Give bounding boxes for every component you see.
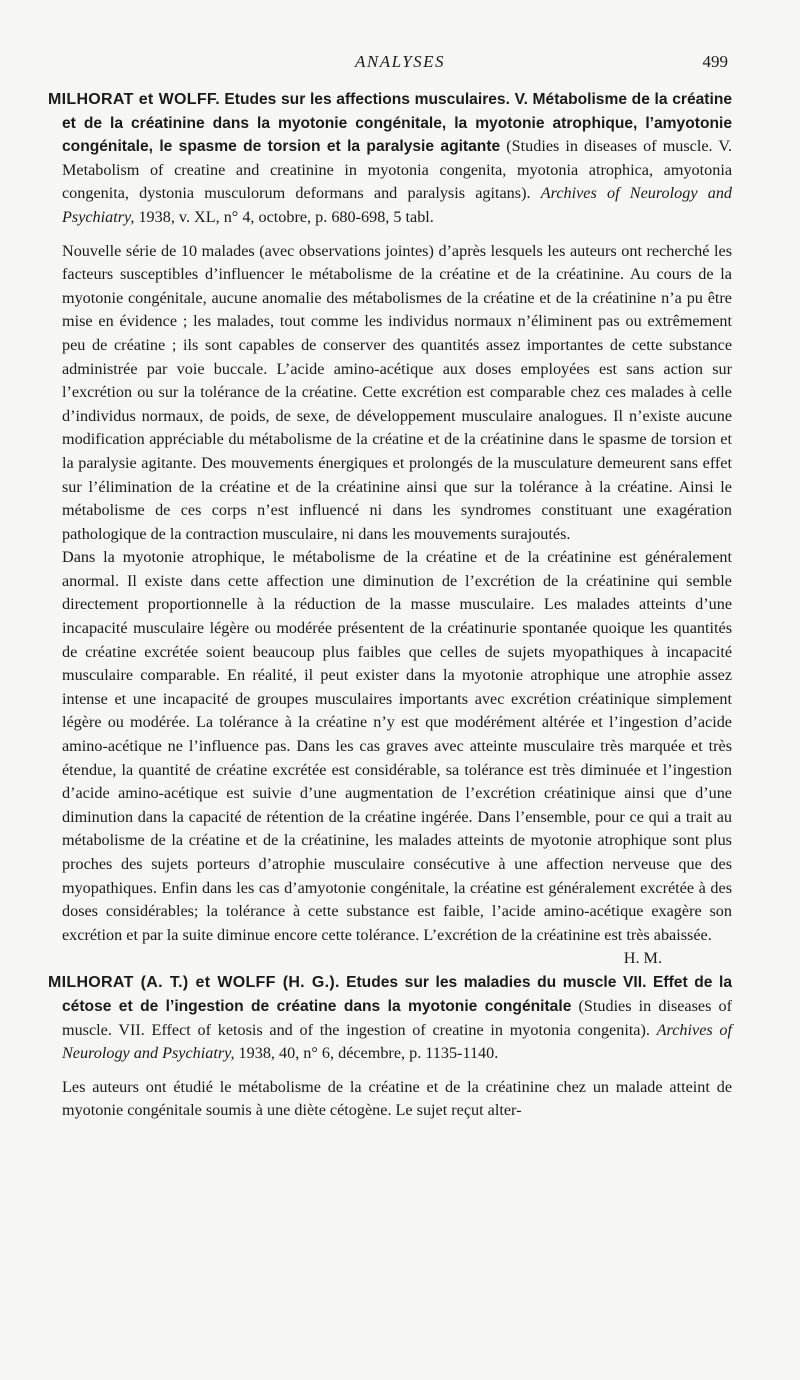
entry1-authors: MILHORAT et WOLFF. (48, 91, 220, 108)
entry2-journal: Archives of Neurology and Psychiatry, (62, 1020, 732, 1063)
entry2-citation: 1938, 40, n° 6, décembre, p. 1135-1140. (238, 1044, 499, 1063)
entry1-heading (48, 88, 733, 230)
entry2-title: Etudes sur les maladies du muscle VII. Effet de la cétose et de l’ingestion de créatine dans la myotonie congénitale (62, 974, 732, 1015)
entry1-english-title: (Studies in diseases of muscle. V. Metabolism of creatine and creatinine in myotonia congenita, myotonia atrophica, amyotonia congenita, dystonia musculorum deformans and paralysis agitans). (62, 137, 733, 203)
entry1-title: Etudes sur les affections musculaires. V. Métabolisme de la créatine et de la créatinine dans la myotonie congénitale, la myotonie atrophique, l’amyotonie congénitale, le spasme de torsion et la paralysie agitante (62, 91, 733, 156)
entry2-english-title: (Studies in diseases of muscle. VII. Effect of ketosis and of the ingestion of creatine in myotonia congenita). (62, 996, 732, 1039)
entry2-heading (48, 971, 732, 1065)
running-title: ANALYSES (354, 52, 446, 71)
entry1-paragraph-1: Nouvelle série de 10 malades (avec observations jointes) d’après lesquels les auteurs ont recherché les facteurs susceptibles d’influencer le métabolisme de la créatine et de la créatinine. Au cours de la myotonie congénitale, aucune anomalie des métabolismes de la créatine et de la créatinine n’a pu être mise en évidence ; les malades, tout comme les individus normaux n’éliminent pas ou extrêmement peu de créatine ; ils sont capables de conserver des quantités assez importantes de cette substance administrée par voie buccale. L’acide amino-acétique aux doses employées est sans action sur l’excrétion ou sur la tolérance de la créatine. Cette excrétion est comparable chez ces malades à celle d’individus normaux, de poids, de sexe, de développement musculaire analogues. Il n’existe aucune modification appréciable du métabolisme de la créatine et de la créatinine dans le spasme de torsion et la paralysie agitante. Des mouvements énergiques et prolongés de la musculature demeurent sans effet sur l’élimination de la créatine et de la créatinine ainsi que sur la tolérance à la créatine. Ainsi le métabolisme de ces corps n’est influencé ni dans les syndromes constituant une exagération pathologique de la contraction musculaire, ni dans les mouvements surajoutés. (62, 241, 732, 543)
entry1-journal: Archives of Neurology and Psychiatry, (62, 184, 733, 226)
entry2-authors: MILHORAT (A. T.) et WOLFF (H. G.). (48, 974, 340, 992)
entry1-signature: H. M. (623, 949, 662, 968)
entry1-paragraph-2-text: Dans la myotonie atrophique, le métabolisme de la créatine et de la créatinine est généralement anormal. Il existe dans cette affection une diminution de l’excrétion de la créatinine qui semble directement proportionnelle à la réduction de la masse musculaire. Les malades atteints d’une incapacité musculaire légère ou modérée présentent de la créatinurie spontanée quoique les quantités de créatine excrétée soient beaucoup plus faibles que celles de sujets myopathiques à incapacité musculaire comparable. En réalité, il peut exister dans la myotonie atrophique une atrophie assez intense et une incapacité de groupes musculaires importants avec excrétion créatinique simplement légère ou modérée. La tolérance à la créatine n’y est que modérément altérée et l’ingestion d’acide amino-acétique ne l’influence pas. Dans les cas graves avec atteinte musculaire très marquée et très étendue, la quantité de créatine excrétée est considérable, sa tolérance est très diminuée et l’ingestion d’acide amino-acétique est suivie d’une augmentation de l’excrétion créatinique ainsi que d’une diminution dans la capacité de rétention de la créatine ingérée. Dans l’ensemble, pour ce qui a trait au métabolisme de la créatine et de la créatinine, les malades atteints de myotonie atrophique sont plus proches des sujets porteurs d’atrophie musculaire consécutive à une affection nerveuse que des myopathiques. Enfin dans les cas d’amyotonie congénitale, la créatine est généralement excrétée à des doses considérables; la tolérance à cette substance est faible, l’acide amino-acétique exagère son excrétion et par la suite diminue encore cette tolérance. L’excrétion de la créatinine est très abaissée. (62, 548, 732, 944)
entry2-paragraph-1: Les auteurs ont étudié le métabolisme de la créatine et de la créatinine chez un malade atteint de myotonie congénitale soumis à une diète cétogène. Le sujet reçut alter- (62, 1077, 732, 1120)
entry1-paragraph-2 (62, 546, 732, 968)
running-header (0, 50, 800, 74)
entry1-citation: 1938, v. XL, n° 4, octobre, p. 680-698, 5 tabl. (138, 207, 434, 226)
page-body (48, 88, 733, 1123)
page-number: 499 (702, 52, 728, 71)
